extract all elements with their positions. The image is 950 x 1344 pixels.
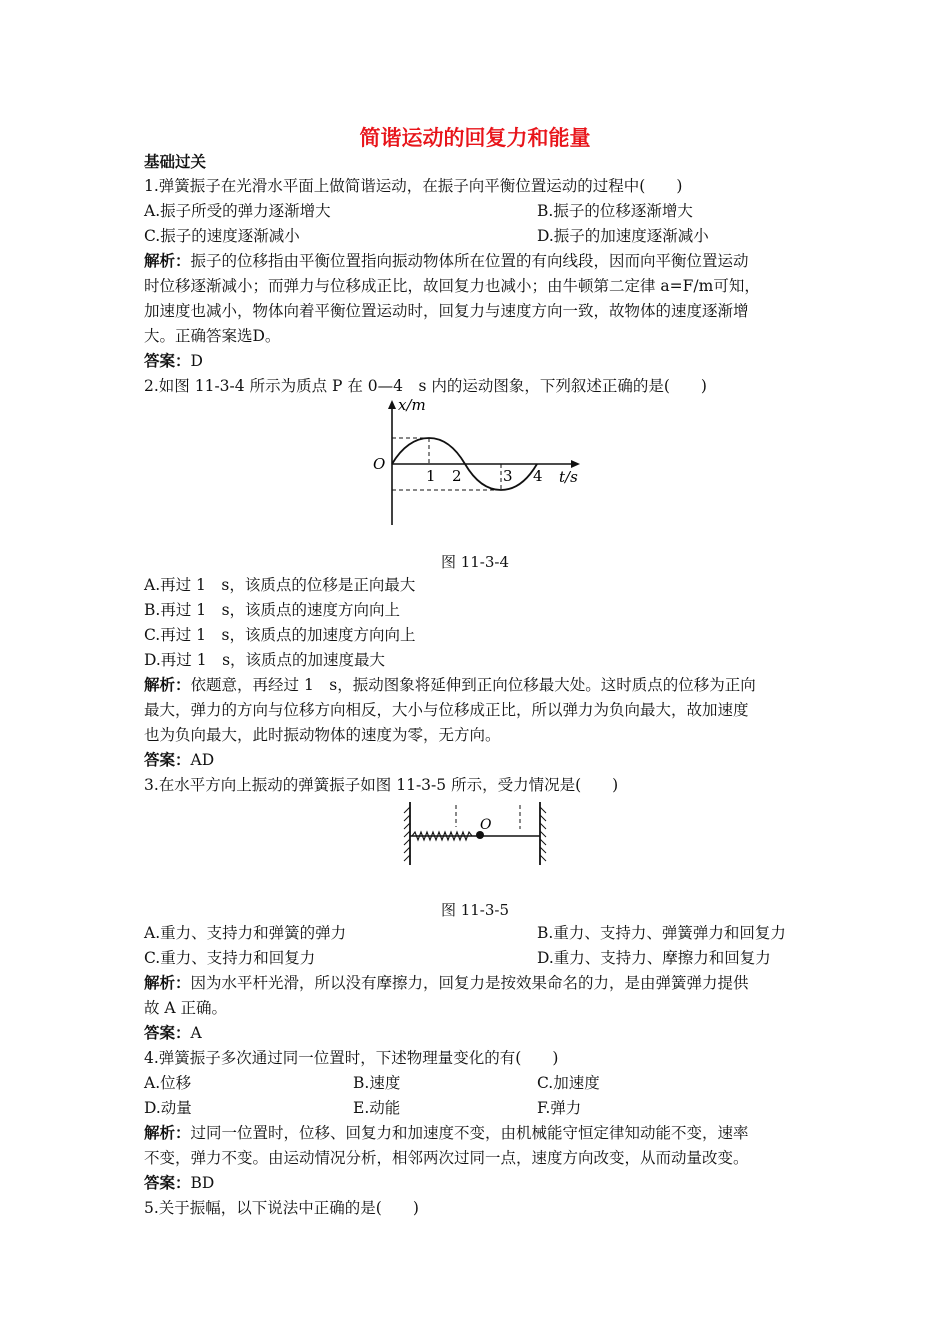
graph-tick-label: 4 (533, 467, 543, 485)
q4-options-row-2 (144, 1098, 814, 1118)
q4-option-f: F.弹力 (537, 1099, 582, 1117)
q4-analysis-line-1 (144, 1123, 814, 1143)
q2-option-d: D.再过 1 s，该质点的加速度最大 (144, 651, 386, 669)
q1-analysis-line-1 (144, 251, 814, 271)
analysis-label: 解析： (144, 1124, 191, 1142)
q4-option-c: C.加速度 (537, 1074, 600, 1092)
q3-analysis-line-2: 故 A 正确。 (144, 999, 228, 1017)
q4-option-a: A.位移 (144, 1074, 192, 1092)
q4-analysis-line-2: 不变，弹力不变。由运动情况分析，相邻两次过同一点，速度方向改变，从而动量改变。 (144, 1149, 749, 1167)
answer-value: D (190, 352, 203, 370)
q1-analysis-line-4: 大。正确答案选D。 (144, 327, 281, 345)
q3-figure-spring-oscillator (400, 799, 552, 871)
q3-answer (144, 1023, 814, 1043)
graph-y-axis-label: x/m (398, 396, 426, 414)
q5-stem: 5.关于振幅，以下说法中正确的是( ) (144, 1199, 419, 1217)
q1-analysis-line-2: 时位移逐渐减小；而弹力与位移成正比，故回复力也减小；由牛顿第二定律 a=F/m可知， (144, 277, 760, 295)
answer-value: A (190, 1024, 202, 1042)
section-heading: 基础过关 (144, 153, 207, 171)
analysis-label: 解析： (144, 974, 191, 992)
q2-option-a: A.再过 1 s，该质点的位移是正向最大 (144, 576, 416, 594)
graph-x-axis-label: t/s (559, 468, 578, 486)
q2-figure-graph (365, 395, 585, 530)
q1-option-d: D.振子的加速度逐渐减小 (537, 227, 709, 245)
answer-label: 答案： (144, 1024, 191, 1042)
answer-label: 答案： (144, 352, 191, 370)
q3-option-b: B.重力、支持力、弹簧弹力和回复力 (537, 924, 786, 942)
answer-value: BD (190, 1174, 215, 1192)
q1-options-row-1 (144, 201, 814, 221)
q3-stem: 3.在水平方向上振动的弹簧振子如图 11-3-5 所示，受力情况是( ) (144, 776, 619, 794)
analysis-text: 过同一位置时，位移、回复力和加速度不变，由机械能守恒定律知动能不变，速率 (190, 1124, 749, 1142)
q2-analysis-line-3: 也为负向最大，此时振动物体的速度为零，无方向。 (144, 726, 501, 744)
q3-options-row-1 (144, 923, 814, 943)
q1-options-row-2 (144, 226, 814, 246)
q1-stem: 1.弹簧振子在光滑水平面上做简谐运动，在振子向平衡位置运动的过程中( ) (144, 177, 683, 195)
q4-options-row-1 (144, 1073, 814, 1093)
q2-analysis-line-2: 最大，弹力的方向与位移方向相反，大小与位移成正比，所以弹力为负向最大，故加速度 (144, 701, 749, 719)
graph-tick-label: 1 (426, 467, 436, 485)
graph-tick-label: 2 (452, 467, 462, 485)
q3-option-c: C.重力、支持力和回复力 (144, 949, 316, 967)
q3-option-d: D.重力、支持力、摩擦力和回复力 (537, 949, 771, 967)
q3-analysis-line-1 (144, 973, 814, 993)
q2-option-c: C.再过 1 s，该质点的加速度方向向上 (144, 626, 416, 644)
analysis-text: 振子的位移指由平衡位置指向振动物体所在位置的有向线段，因而向平衡位置运动 (190, 252, 749, 270)
q1-answer (144, 351, 814, 371)
spring-origin-label: O (480, 817, 492, 833)
answer-label: 答案： (144, 751, 191, 769)
answer-label: 答案： (144, 1174, 191, 1192)
q2-answer (144, 750, 814, 770)
q4-option-b: B.速度 (353, 1074, 401, 1092)
q4-answer (144, 1173, 814, 1193)
analysis-label: 解析： (144, 676, 191, 694)
q1-option-a: A.振子所受的弹力逐渐增大 (144, 202, 331, 220)
q2-figure-caption: 图 11-3-4 (440, 553, 510, 571)
q4-stem: 4.弹簧振子多次通过同一位置时，下述物理量变化的有( ) (144, 1049, 559, 1067)
q2-option-b: B.再过 1 s，该质点的速度方向向上 (144, 601, 401, 619)
analysis-label: 解析： (144, 252, 191, 270)
page-title: 简谐运动的回复力和能量 (359, 126, 591, 150)
analysis-text: 因为水平杆光滑，所以没有摩擦力，回复力是按效果命名的力，是由弹簧弹力提供 (190, 974, 749, 992)
q4-option-d: D.动量 (144, 1099, 192, 1117)
q1-option-b: B.振子的位移逐渐增大 (537, 202, 693, 220)
analysis-text: 依题意，再经过 1 s，振动图象将延伸到正向位移最大处。这时质点的位移为正向 (190, 676, 756, 694)
q1-analysis-line-3: 加速度也减小，物体向着平衡位置运动时，回复力与速度方向一致，故物体的速度逐渐增 (144, 302, 749, 320)
graph-origin-label: O (373, 455, 386, 473)
q3-options-row-2 (144, 948, 814, 968)
q4-option-e: E.动能 (353, 1099, 401, 1117)
graph-tick-label: 3 (503, 467, 513, 485)
q3-figure-caption: 图 11-3-5 (440, 901, 510, 919)
q2-stem: 2.如图 11-3-4 所示为质点 P 在 0—4 s 内的运动图象，下列叙述正确的是( ) (144, 377, 707, 395)
q2-analysis-line-1 (144, 675, 814, 695)
q3-option-a: A.重力、支持力和弹簧的弹力 (144, 924, 347, 942)
answer-value: AD (190, 751, 215, 769)
q1-option-c: C.振子的速度逐渐减小 (144, 227, 300, 245)
